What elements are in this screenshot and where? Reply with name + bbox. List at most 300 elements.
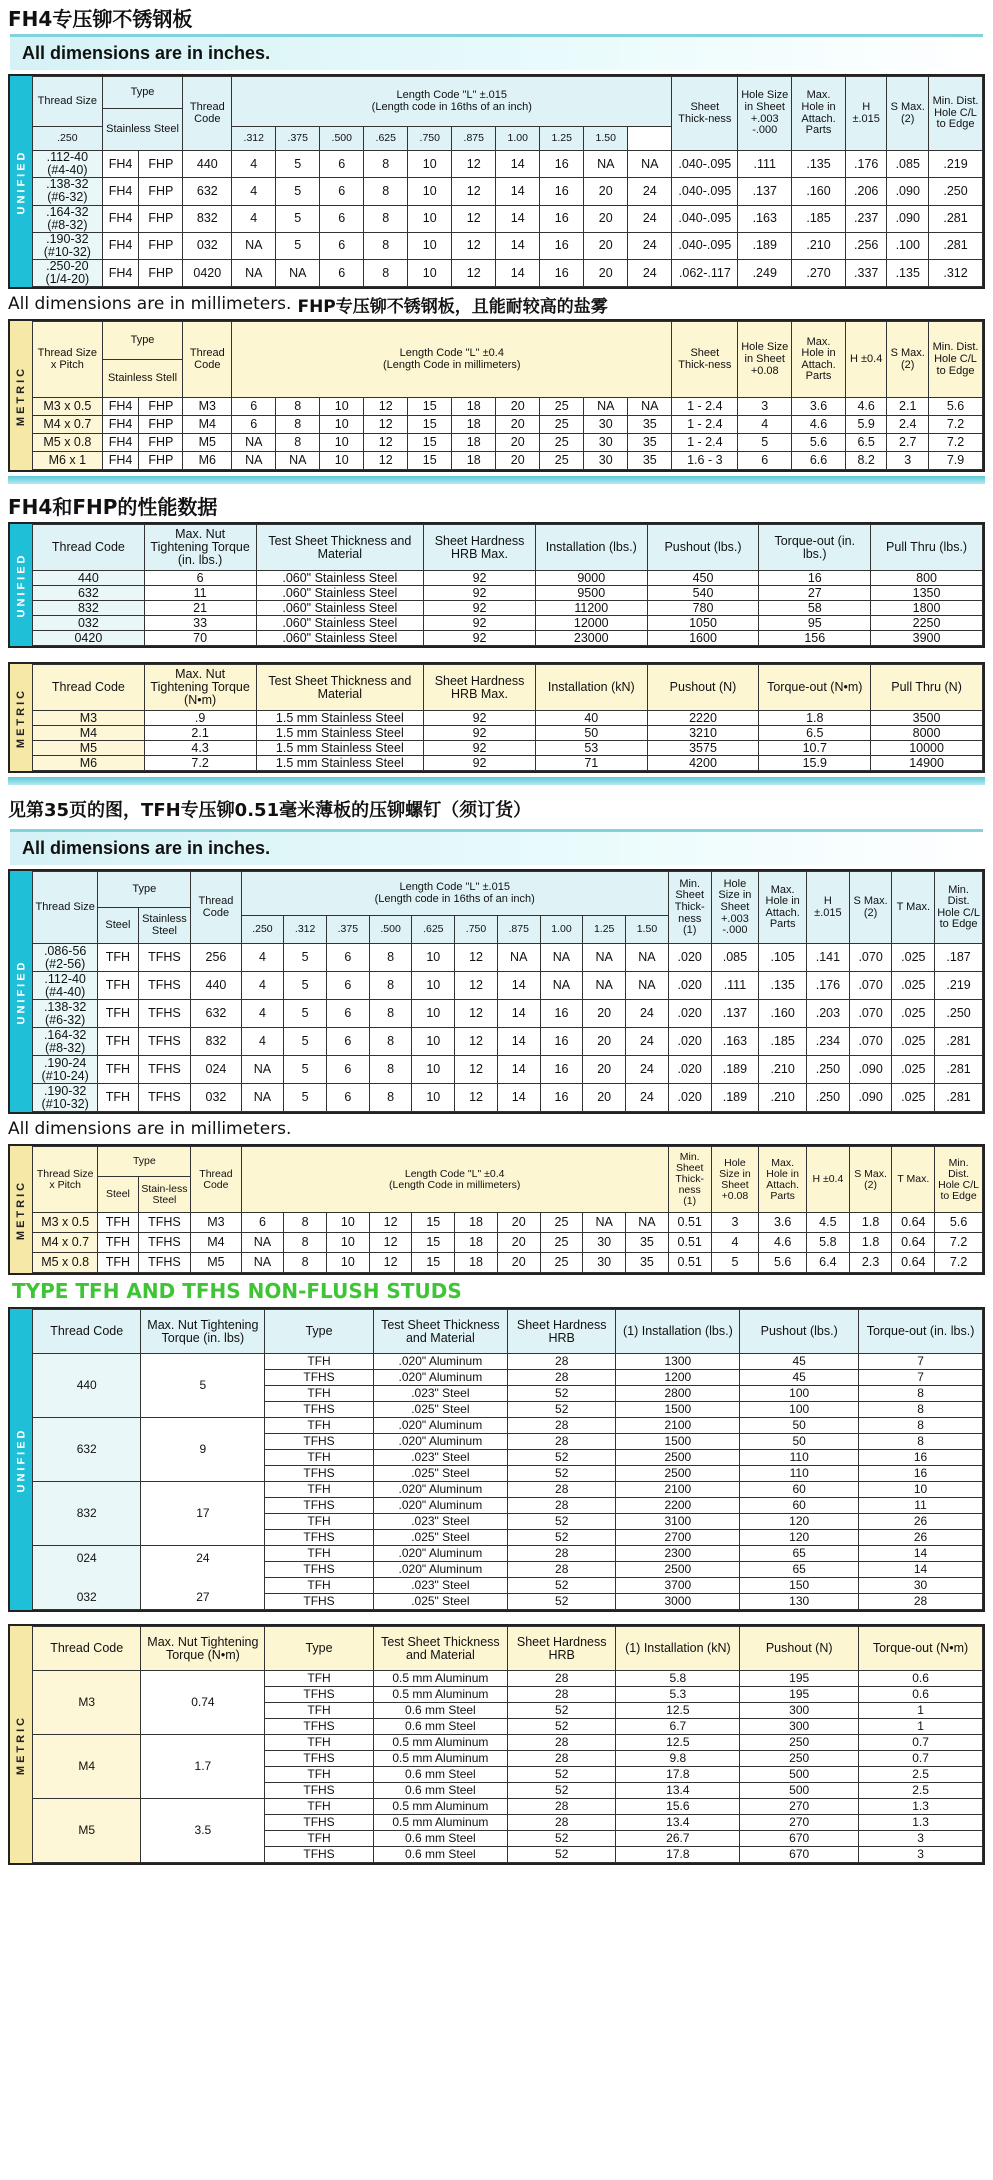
length-cell: 25 [540, 452, 584, 470]
max-hole-cell: 4.6 [792, 416, 846, 434]
table-row [33, 1671, 983, 1687]
min-dist-cell: .281 [929, 232, 983, 259]
table-row [33, 586, 983, 601]
length-cell: 4 [241, 1000, 284, 1028]
studs-cell: 52 [507, 1450, 615, 1466]
col-h: H ±0.4 [845, 322, 887, 398]
torque-value: 0.74 [191, 1695, 215, 1710]
col-max-hole: Max. Hole in Attach. Parts [792, 322, 846, 398]
length-cell: 24 [626, 1028, 669, 1056]
studs-cell: 28 [507, 1418, 615, 1434]
studs-cell: 13.4 [616, 1815, 740, 1831]
perf-cell: 540 [647, 586, 759, 601]
hole-cell: .163 [711, 1028, 759, 1056]
table-row [33, 434, 983, 452]
studs-cell: TFHS [265, 1434, 373, 1450]
length-cell: 8 [364, 151, 408, 178]
studs-header-cell: (1) Installation (lbs.) [616, 1310, 740, 1354]
thread-code-cell: M5 [183, 434, 232, 452]
mm-note: All dimensions are in millimeters. FHP专压铆不锈钢板，且能耐较高的盐雾 [8, 294, 608, 317]
col-length-code: Length Code "L" ±.015 (Length code in 16ths of an inch) [241, 872, 668, 916]
perf-cell: 2.1 [144, 726, 256, 741]
perf-cell: 6.5 [759, 726, 871, 741]
perf-cell: M3 [33, 711, 145, 726]
type-cell: TFH [98, 1000, 138, 1028]
col-max-hole: Max. Hole in Attach. Parts [759, 872, 807, 944]
studs-cell: 1300 [616, 1354, 740, 1370]
perf-cell: 92 [424, 586, 536, 601]
length-cell: 10 [412, 1028, 455, 1056]
torque-value: 27 [196, 1589, 210, 1604]
thread-code-value: 832 [76, 1506, 97, 1521]
length-cell: 12 [452, 205, 496, 232]
min-dist-cell: 7.2 [935, 1253, 983, 1273]
table-row [33, 1253, 983, 1273]
studs-cell: 7 [859, 1370, 983, 1386]
length-header-cell: 1.25 [583, 916, 626, 944]
studs-cell: 52 [507, 1703, 615, 1719]
thread-size-cell: .164-32 (#8-32) [33, 205, 103, 232]
length-cell: 6 [232, 416, 276, 434]
studs-cell: 8 [859, 1386, 983, 1402]
type-cell: FHP [139, 232, 183, 259]
length-cell: 16 [540, 1056, 583, 1084]
torque-cell [141, 1799, 265, 1863]
thread-size-cell: M4 x 0.7 [33, 1233, 98, 1253]
length-cell: NA [232, 232, 276, 259]
perf-cell: .060" Stainless Steel [256, 601, 424, 616]
col-min-sheet: Min. Sheet Thick-ness (1) [668, 872, 711, 944]
studs-cell: 2100 [616, 1418, 740, 1434]
s-cell: 2.7 [887, 434, 929, 452]
sheet-cell: .040-.095 [672, 178, 738, 205]
studs-cell: 250 [740, 1735, 859, 1751]
type-cell: FH4 [102, 434, 139, 452]
s-cell: .085 [887, 151, 929, 178]
length-cell: 8 [364, 205, 408, 232]
length-cell: 10 [408, 232, 452, 259]
studs-cell: 195 [740, 1687, 859, 1703]
torque-value: 1.7 [194, 1759, 212, 1774]
length-cell: 10 [320, 416, 364, 434]
length-cell: 15 [408, 416, 452, 434]
length-cell: 20 [584, 178, 628, 205]
perf-cell: 1050 [647, 616, 759, 631]
studs-cell: 2.5 [859, 1783, 983, 1799]
s-cell: 1.8 [849, 1233, 892, 1253]
length-cell: 18 [452, 398, 496, 416]
studs-cell: .020" Aluminum [373, 1546, 507, 1562]
hole-cell: .189 [711, 1056, 759, 1084]
studs-cell: 195 [740, 1671, 859, 1687]
max-hole-cell: .210 [792, 232, 846, 259]
length-cell: 25 [540, 398, 584, 416]
mm-note: All dimensions are in millimeters. [8, 1119, 292, 1140]
divider-bar [8, 476, 985, 484]
min-dist-cell: .250 [929, 178, 983, 205]
thread-code-cell [33, 1799, 141, 1863]
tfh-metric-block [8, 1144, 985, 1275]
length-cell: 24 [626, 1000, 669, 1028]
table-row [33, 1354, 983, 1370]
unified-side-tag: UNIFIED [10, 76, 32, 287]
thread-code-cell: 032 [183, 232, 232, 259]
length-cell: 20 [497, 1213, 540, 1233]
sheet-cell: .020 [668, 972, 711, 1000]
unified-side-tag: UNIFIED [10, 524, 32, 646]
studs-cell: TFHS [265, 1815, 373, 1831]
hole-cell: .111 [711, 972, 759, 1000]
studs-cell: 26.7 [616, 1831, 740, 1847]
studs-cell: 110 [740, 1450, 859, 1466]
studs-cell: 2700 [616, 1530, 740, 1546]
length-cell: 20 [584, 205, 628, 232]
studs-header-cell: Torque-out (in. lbs.) [859, 1310, 983, 1354]
thread-size-cell: M5 x 0.8 [33, 1253, 98, 1273]
length-cell: 12 [369, 1213, 412, 1233]
studs-cell: TFH [265, 1514, 373, 1530]
thread-code-cell: 440 [183, 151, 232, 178]
studs-cell: 1500 [616, 1402, 740, 1418]
type-cell: TFHS [138, 972, 191, 1000]
col-length-code: Length Code "L" ±.015 (Length code in 16ths of an inch) [232, 77, 672, 127]
studs-cell: 52 [507, 1847, 615, 1863]
studs-cell: 10 [859, 1482, 983, 1498]
table-row [33, 631, 983, 646]
length-cell: 10 [412, 1084, 455, 1112]
length-cell: 12 [455, 1084, 498, 1112]
length-cell: 16 [540, 1000, 583, 1028]
studs-cell: 8 [859, 1434, 983, 1450]
studs-unified-table [32, 1309, 983, 1610]
type-cell: FH4 [102, 416, 139, 434]
col-thread-size-pitch: Thread Size x Pitch [33, 1147, 98, 1213]
type-cell: FH4 [102, 205, 139, 232]
length-cell: NA [584, 151, 628, 178]
thread-code-cell: 632 [183, 178, 232, 205]
length-cell: 30 [583, 1253, 626, 1273]
perf-cell: .060" Stainless Steel [256, 586, 424, 601]
hole-cell: .163 [738, 205, 792, 232]
sheet-cell: .040-.095 [672, 151, 738, 178]
min-dist-cell: .250 [935, 1000, 983, 1028]
studs-header-cell: Sheet Hardness HRB [507, 1627, 615, 1671]
table-row [33, 205, 983, 232]
length-cell: 18 [452, 452, 496, 470]
studs-cell: TFH [265, 1418, 373, 1434]
studs-cell: 3000 [616, 1594, 740, 1610]
length-cell: 4 [232, 151, 276, 178]
inches-banner: All dimensions are in inches. [10, 829, 983, 865]
length-cell: 5 [284, 972, 327, 1000]
studs-header-cell: Torque-out (N•m) [859, 1627, 983, 1671]
length-cell: 14 [496, 260, 540, 287]
col-thread-code: Thread Code [183, 77, 232, 151]
type-cell: TFH [98, 1213, 138, 1233]
studs-cell: 0.6 [859, 1671, 983, 1687]
h-cell: 8.2 [845, 452, 887, 470]
length-header-cell: .250 [241, 916, 284, 944]
perf-unified-table [32, 524, 983, 646]
min-dist-cell: .281 [929, 205, 983, 232]
type-cell: TFH [98, 1028, 138, 1056]
studs-cell: 5.3 [616, 1687, 740, 1703]
h-cell: .203 [807, 1000, 850, 1028]
sheet-cell: 0.51 [668, 1213, 711, 1233]
studs-cell: 28 [507, 1735, 615, 1751]
s-cell: 2.3 [849, 1253, 892, 1273]
length-cell: 6 [327, 1028, 370, 1056]
thread-size-cell: .190-32 (#10-32) [33, 232, 103, 259]
perf-cell: 1600 [647, 631, 759, 646]
length-cell: 20 [583, 1028, 626, 1056]
torque-value: 17 [196, 1506, 210, 1521]
length-header-cell: 1.50 [584, 127, 628, 151]
perf-metric-block [8, 662, 985, 773]
length-cell: 8 [364, 260, 408, 287]
length-header-cell: .312 [232, 127, 276, 151]
section-title-performance: FH4和FHP的性能数据 [8, 494, 218, 519]
length-cell: NA [626, 1213, 669, 1233]
hole-cell: 3 [738, 398, 792, 416]
length-cell: 16 [540, 151, 584, 178]
length-cell: 6 [320, 232, 364, 259]
min-dist-cell: .187 [935, 944, 983, 972]
studs-cell: 12.5 [616, 1735, 740, 1751]
studs-cell: 8 [859, 1418, 983, 1434]
thread-code-cell: 832 [183, 205, 232, 232]
thread-size-cell: M6 x 1 [33, 452, 103, 470]
perf-cell: 156 [759, 631, 871, 646]
thread-size-cell: .190-32 (#10-32) [33, 1084, 98, 1112]
metric-side-tag: METRIC [10, 664, 32, 771]
length-cell: 6 [327, 944, 370, 972]
thread-size-cell: M5 x 0.8 [33, 434, 103, 452]
length-cell: 30 [584, 434, 628, 452]
col-min-dist: Min. Dist. Hole C/L to Edge [929, 77, 983, 151]
perf-cell: 33 [144, 616, 256, 631]
length-cell: 4 [241, 944, 284, 972]
length-cell: 8 [369, 1028, 412, 1056]
sheet-cell: 1 - 2.4 [672, 398, 738, 416]
studs-cell: 270 [740, 1815, 859, 1831]
hole-cell: 3 [711, 1213, 759, 1233]
sheet-cell: .020 [668, 1000, 711, 1028]
length-cell: 15 [412, 1233, 455, 1253]
thread-size-cell: .112-40 (#4-40) [33, 151, 103, 178]
length-header-cell: 1.00 [496, 127, 540, 151]
length-cell: NA [497, 944, 540, 972]
perf-cell: 92 [424, 711, 536, 726]
studs-cell: .023" Steel [373, 1386, 507, 1402]
perf-cell: 58 [759, 601, 871, 616]
studs-cell: 3700 [616, 1578, 740, 1594]
length-cell: 8 [364, 178, 408, 205]
table-row [33, 741, 983, 756]
perf-cell: M5 [33, 741, 145, 756]
studs-cell: 13.4 [616, 1783, 740, 1799]
table-row [33, 1418, 983, 1434]
sheet-cell: 0.51 [668, 1233, 711, 1253]
perf-cell: 92 [424, 601, 536, 616]
thread-code-cell [33, 1735, 141, 1799]
studs-cell: 14 [859, 1546, 983, 1562]
torque-cell [141, 1735, 265, 1799]
length-cell: 6 [327, 1084, 370, 1112]
s-cell: 2.4 [887, 416, 929, 434]
studs-cell: 52 [507, 1402, 615, 1418]
h-cell: 6.4 [807, 1253, 850, 1273]
perf-header-cell: Max. Nut Tightening Torque (in. lbs.) [144, 525, 256, 571]
table-row [33, 1028, 983, 1056]
length-cell: NA [241, 1056, 284, 1084]
min-dist-cell: .281 [935, 1056, 983, 1084]
type-cell: TFH [98, 1253, 138, 1273]
min-dist-cell: .312 [929, 260, 983, 287]
col-max-hole: Max. Hole in Attach. Parts [792, 77, 846, 151]
length-cell: 35 [628, 452, 672, 470]
studs-cell: 0.5 mm Aluminum [373, 1671, 507, 1687]
metric-side-tag: METRIC [10, 1626, 32, 1863]
type-cell: TFHS [138, 944, 191, 972]
length-header-cell: .250 [33, 127, 103, 151]
length-cell: 20 [584, 260, 628, 287]
perf-cell: 1800 [871, 601, 983, 616]
type-cell: FH4 [102, 178, 139, 205]
studs-cell: TFH [265, 1831, 373, 1847]
studs-cell: 670 [740, 1847, 859, 1863]
perf-header-cell: Pushout (lbs.) [647, 525, 759, 571]
perf-header-cell: Torque-out (N•m) [759, 665, 871, 711]
type-cell: TFH [98, 972, 138, 1000]
studs-cell: 52 [507, 1386, 615, 1402]
length-header-cell: .625 [364, 127, 408, 151]
thread-size-cell: M3 x 0.5 [33, 1213, 98, 1233]
perf-cell: 27 [759, 586, 871, 601]
perf-cell: 2250 [871, 616, 983, 631]
perf-cell: 2220 [647, 711, 759, 726]
length-cell: 6 [327, 972, 370, 1000]
studs-cell: 0.6 mm Steel [373, 1767, 507, 1783]
s-cell: 2.1 [887, 398, 929, 416]
table-row [33, 1233, 983, 1253]
length-cell: NA [540, 972, 583, 1000]
thread-code-cell [33, 1671, 141, 1735]
thread-code-cell: 256 [191, 944, 241, 972]
col-type: Type [98, 872, 191, 908]
torque-cell [141, 1546, 265, 1610]
studs-unified-block [8, 1307, 985, 1612]
s-cell: .090 [849, 1084, 892, 1112]
studs-cell: 670 [740, 1831, 859, 1847]
length-cell: 12 [455, 1056, 498, 1084]
length-cell: 6 [241, 1213, 284, 1233]
length-header-cell: .312 [284, 916, 327, 944]
thread-size-cell: M3 x 0.5 [33, 398, 103, 416]
studs-cell: 0.6 [859, 1687, 983, 1703]
length-cell: 14 [497, 972, 540, 1000]
studs-cell: 2800 [616, 1386, 740, 1402]
perf-cell: 8000 [871, 726, 983, 741]
perf-cell: 4.3 [144, 741, 256, 756]
length-cell: 18 [455, 1213, 498, 1233]
hole-cell: .137 [738, 178, 792, 205]
length-cell: NA [583, 944, 626, 972]
studs-cell: 28 [507, 1498, 615, 1514]
col-thread-size-pitch: Thread Size x Pitch [33, 322, 103, 398]
studs-header-cell: Pushout (lbs.) [740, 1310, 859, 1354]
studs-cell: .023" Steel [373, 1514, 507, 1530]
studs-cell: .020" Aluminum [373, 1418, 507, 1434]
length-cell: 5 [276, 178, 320, 205]
studs-cell: 26 [859, 1514, 983, 1530]
length-cell: 30 [584, 416, 628, 434]
s-cell: .090 [849, 1056, 892, 1084]
fh4-unified-table [32, 76, 983, 287]
hole-cell: .189 [711, 1084, 759, 1112]
type-cell: TFH [98, 944, 138, 972]
studs-cell: 0.6 mm Steel [373, 1831, 507, 1847]
length-cell: 30 [583, 1233, 626, 1253]
unified-side-tag: UNIFIED [10, 1309, 32, 1610]
studs-cell: 11 [859, 1498, 983, 1514]
length-cell: 10 [412, 1056, 455, 1084]
studs-cell: 30 [859, 1578, 983, 1594]
t-cell: .025 [892, 1000, 935, 1028]
studs-cell: TFH [265, 1354, 373, 1370]
length-cell: 15 [408, 452, 452, 470]
t-cell: .025 [892, 1056, 935, 1084]
type-cell: FHP [139, 205, 183, 232]
studs-cell: 0.5 mm Aluminum [373, 1815, 507, 1831]
thread-code-cell: M4 [183, 416, 232, 434]
type-cell: TFHS [138, 1084, 191, 1112]
studs-cell: .020" Aluminum [373, 1562, 507, 1578]
col-s: S Max. (2) [849, 1147, 892, 1213]
studs-cell: 2500 [616, 1562, 740, 1578]
studs-cell: TFHS [265, 1687, 373, 1703]
torque-value: 9 [199, 1442, 207, 1457]
studs-cell: 17.8 [616, 1847, 740, 1863]
perf-cell: 1.5 mm Stainless Steel [256, 741, 424, 756]
length-cell: NA [628, 151, 672, 178]
hole-cell: .085 [711, 944, 759, 972]
perf-cell: 6 [144, 571, 256, 586]
studs-cell: 28 [507, 1354, 615, 1370]
h-cell: .176 [845, 151, 887, 178]
length-header-cell: .750 [408, 127, 452, 151]
min-dist-cell: .281 [935, 1028, 983, 1056]
studs-header-cell: Test Sheet Thickness and Material [373, 1310, 507, 1354]
sheet-cell: .040-.095 [672, 232, 738, 259]
thread-code-cell: M6 [183, 452, 232, 470]
studs-cell: .020" Aluminum [373, 1482, 507, 1498]
length-cell: 20 [583, 1056, 626, 1084]
col-hole-size: Hole Size in Sheet +.003 -.000 [738, 77, 792, 151]
studs-cell: .025" Steel [373, 1530, 507, 1546]
metric-side-tag: METRIC [10, 1146, 32, 1273]
studs-cell: 16 [859, 1450, 983, 1466]
perf-cell: 1.8 [759, 711, 871, 726]
studs-cell: TFHS [265, 1751, 373, 1767]
length-cell: 5 [276, 151, 320, 178]
length-cell: 8 [364, 232, 408, 259]
studs-cell: TFHS [265, 1530, 373, 1546]
unified-side-tag: UNIFIED [10, 871, 32, 1112]
length-cell: NA [583, 1213, 626, 1233]
studs-cell: 28 [507, 1687, 615, 1703]
perf-cell: 440 [33, 571, 145, 586]
